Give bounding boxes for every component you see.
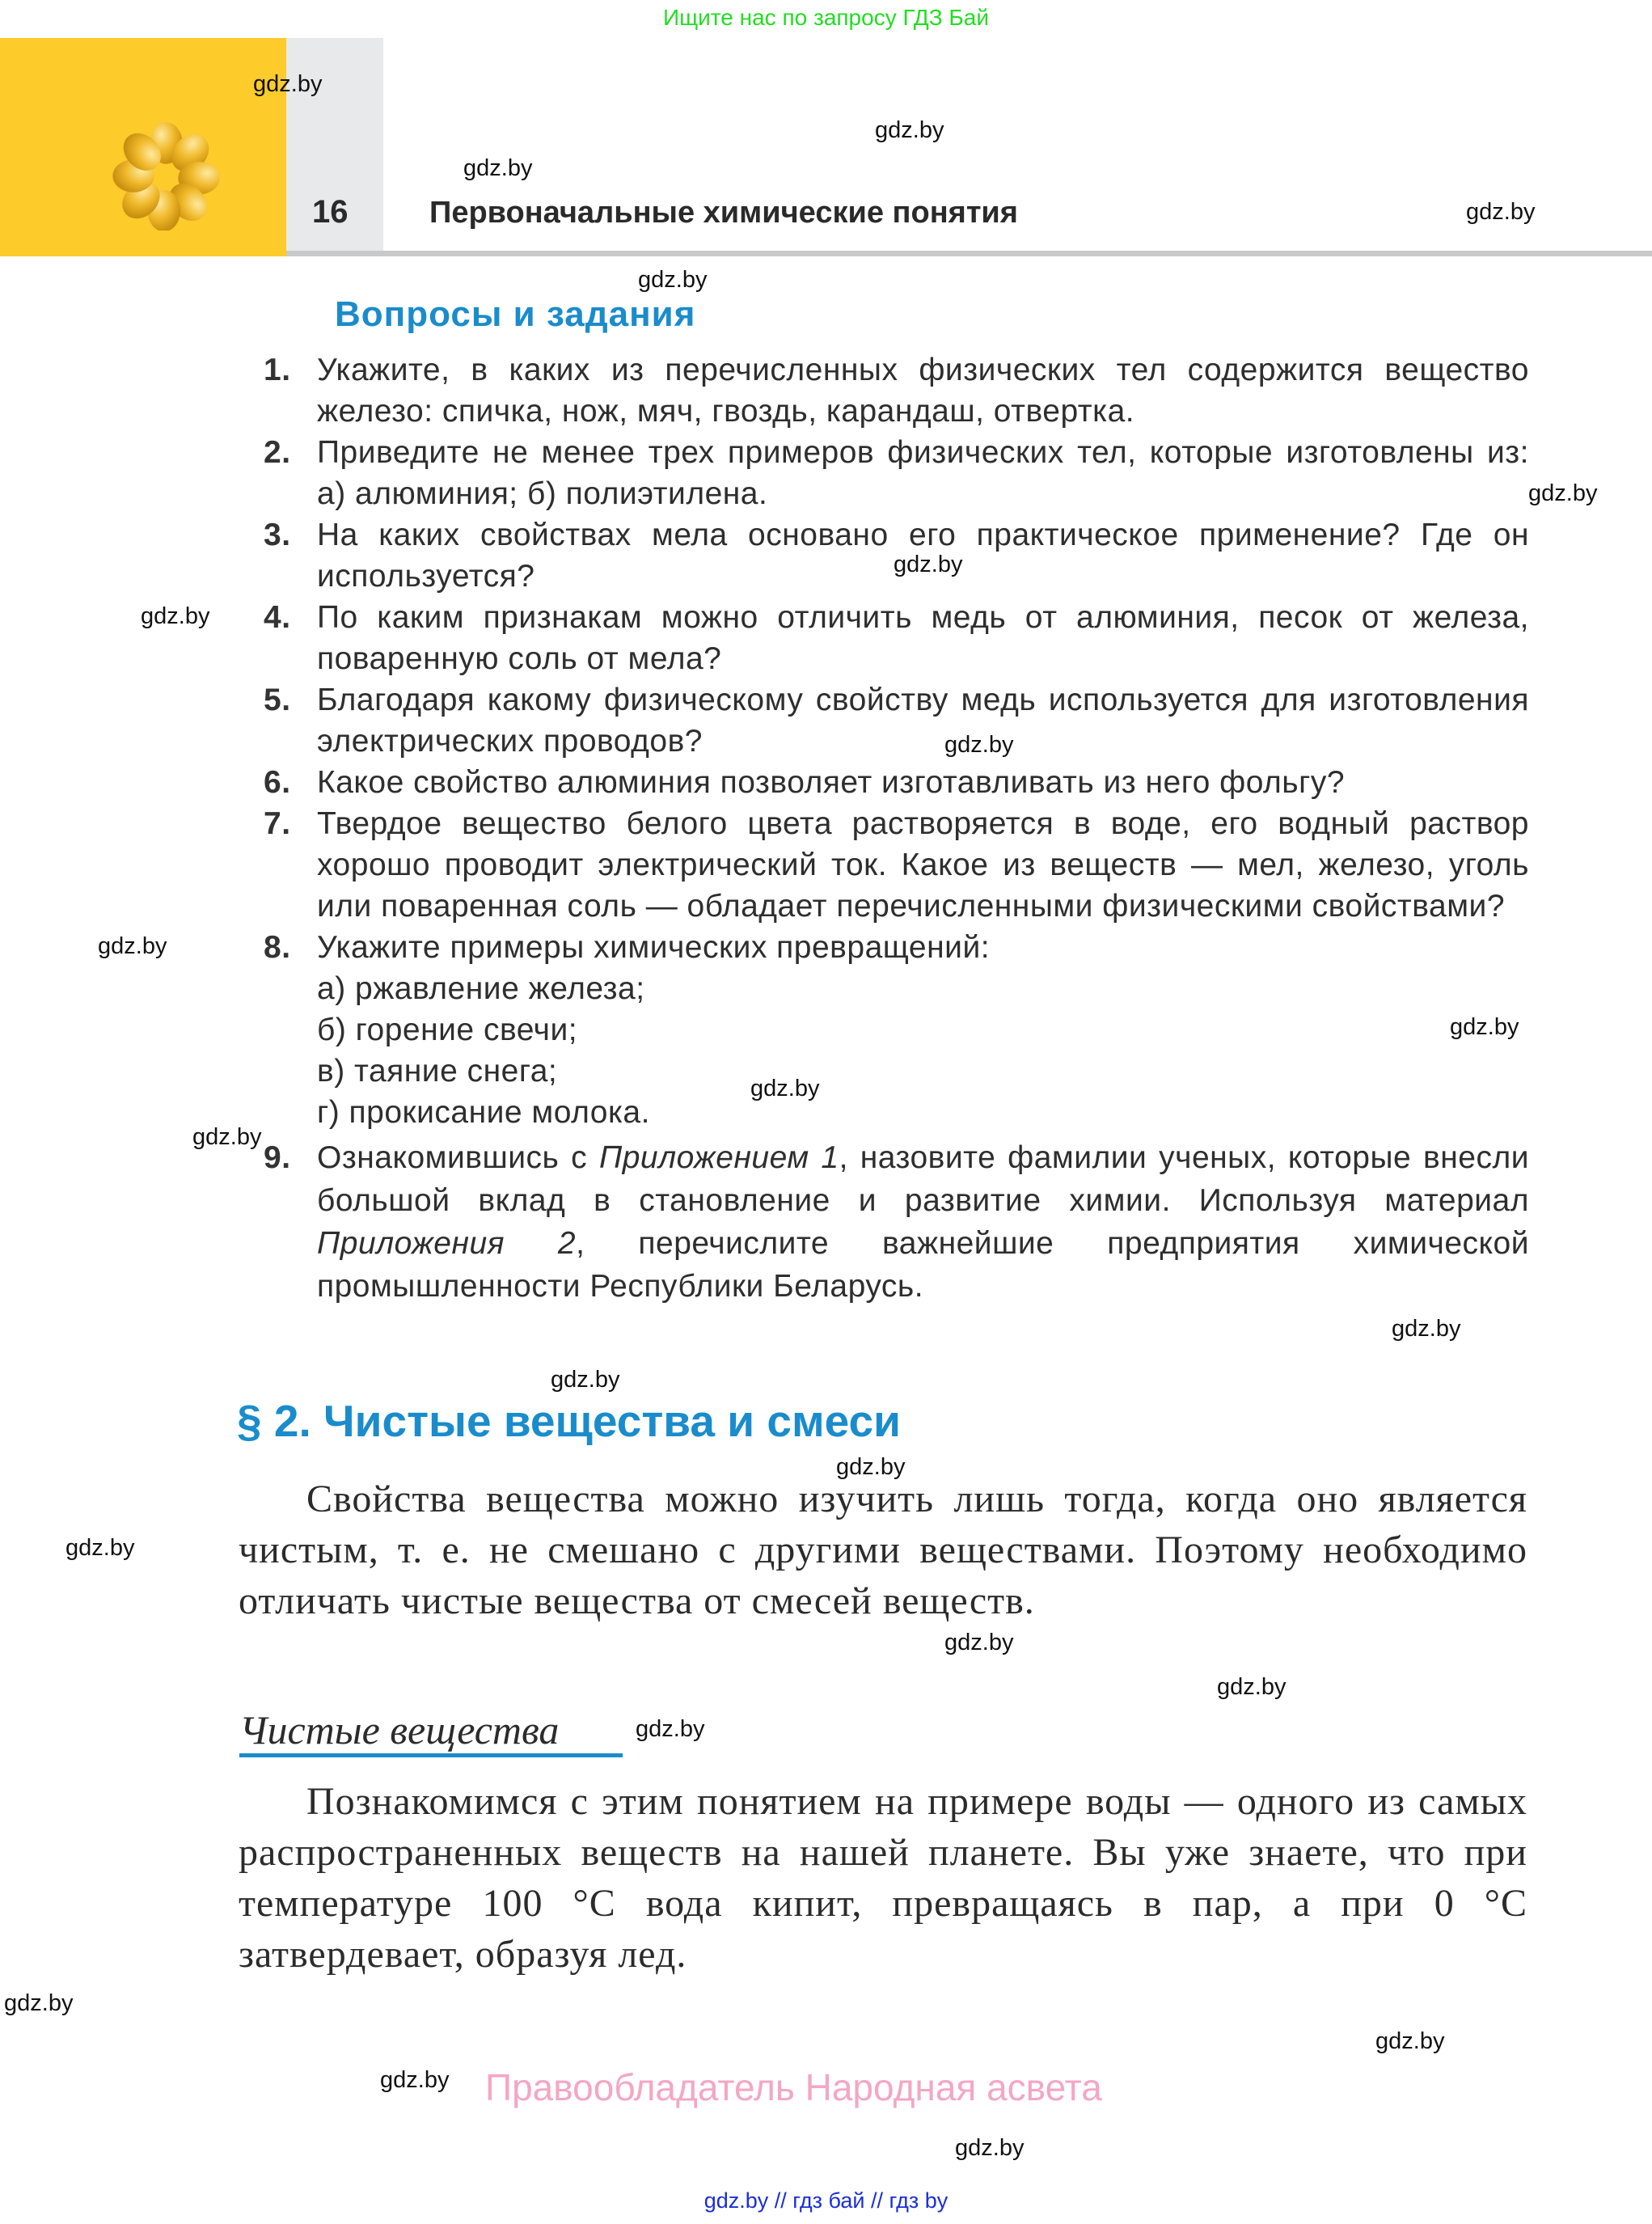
watermark: gdz.by <box>836 1454 906 1480</box>
watermark: gdz.by <box>551 1367 620 1393</box>
paragraph-body <box>239 1776 1527 1980</box>
header-divider <box>286 251 1652 256</box>
questions-list <box>264 349 1529 1308</box>
top-banner: Ищите нас по запросу ГДЗ Бай <box>662 5 990 30</box>
watermark: gdz.by <box>894 552 963 577</box>
molecule-ring-icon <box>112 121 221 230</box>
question-subitem: в) таяние снега; <box>317 1054 558 1089</box>
question-number: 9. <box>264 1140 291 1175</box>
body-text: Познакомимся с этим понятием на примере воды — одного из самых распространенных веществ на нашей планете. Вы уже знаете, что при температуре 100 °С вода кипит, превращаясь в пар, а при 0 °С затвердевает, образуя лед. <box>239 1780 1527 1976</box>
question-number: 3. <box>264 518 291 552</box>
watermark: gdz.by <box>1392 1316 1461 1342</box>
watermark: gdz.by <box>141 603 210 629</box>
question-text: На каких свойствах мела основано его практическое применение? Где он используется? <box>317 518 1529 594</box>
watermark: gdz.by <box>638 267 708 293</box>
question-number: 4. <box>264 600 291 635</box>
footer-links[interactable]: gdz.by // гдз бай // гдз by <box>703 2188 949 2213</box>
paragraph-intro <box>239 1474 1527 1626</box>
question-text: По каким признакам можно отличить медь от алюминия, песок от железа, поваренную соль от мела? <box>317 600 1529 676</box>
question-number: 8. <box>264 930 291 965</box>
question-number: 1. <box>264 353 291 387</box>
questions-heading: Вопросы и задания <box>335 294 696 334</box>
question-subitem: г) прокисание молока. <box>317 1095 650 1130</box>
question-text-part: Ознакомившись с <box>317 1140 599 1175</box>
question-text: Укажите примеры химических превращений: <box>317 930 991 965</box>
watermark: gdz.by <box>4 1990 74 2016</box>
watermark: gdz.by <box>1217 1674 1287 1700</box>
question-text-part: , назовите фамилии ученых, которые внесли большой вклад в становление и развитие химии. Используя материал <box>317 1140 1530 1218</box>
question-text: Какое свойство алюминия позволяет изготавливать из него фольгу? <box>317 765 1346 800</box>
question-subitem: а) ржавление железа; <box>317 971 645 1006</box>
watermark: gdz.by <box>944 1630 1014 1655</box>
question-subitem: б) горение свечи; <box>317 1013 578 1047</box>
page-number: 16 <box>312 194 349 230</box>
question-text: Приведите не менее трех примеров физических тел, которые изготовлены из: а) алюминия; б) полиэтилена. <box>317 435 1529 511</box>
subheading-pure-substances: Чистые вещества <box>239 1707 560 1753</box>
watermark: gdz.by <box>955 2135 1025 2161</box>
question-item <box>264 679 1529 762</box>
paragraph-title: § 2. Чистые вещества и смеси <box>237 1396 901 1446</box>
question-number: 6. <box>264 765 291 800</box>
copyright-notice: Правообладатель Народная асвета <box>485 2066 1102 2108</box>
watermark: gdz.by <box>65 1535 135 1561</box>
question-item <box>264 762 1529 803</box>
watermark: gdz.by <box>463 155 533 181</box>
watermark: gdz.by <box>253 71 323 97</box>
question-number: 5. <box>264 683 291 717</box>
watermark: gdz.by <box>1528 480 1598 506</box>
watermark: gdz.by <box>380 2067 450 2093</box>
question-item <box>264 1136 1529 1308</box>
question-item <box>264 803 1529 927</box>
watermark: gdz.by <box>1450 1014 1519 1040</box>
subheading-underline <box>239 1753 623 1757</box>
watermark: gdz.by <box>750 1076 820 1101</box>
question-item <box>264 927 1529 968</box>
question-item <box>264 597 1529 679</box>
watermark: gdz.by <box>875 117 944 143</box>
question-item <box>264 432 1529 514</box>
intro-text: Свойства вещества можно изучить лишь тогда, когда оно является чистым, т. е. не смешано с другими веществами. Поэтому необходимо отличать чистые вещества от смесей веществ. <box>239 1478 1527 1622</box>
question-text: Твердое вещество белого цвета растворяется в воде, его водный раствор хорошо проводит электрический ток. Какое из веществ — мел, железо, уголь или поваренная соль — обладает перечисленными физическими свойствами? <box>317 806 1529 924</box>
appendix-reference: Приложения 2 <box>317 1226 577 1261</box>
question-number: 2. <box>264 435 291 470</box>
appendix-reference: Приложением 1 <box>598 1140 839 1175</box>
question-item <box>264 349 1529 432</box>
watermark: gdz.by <box>98 933 167 959</box>
question-text-part: , перечислите важнейшие предприятия химической промышленности Республики Беларусь. <box>317 1226 1529 1304</box>
question-text: Благодаря какому физическому свойству медь используется для изготовления электрических проводов? <box>317 683 1529 759</box>
chapter-title: Первоначальные химические понятия <box>429 196 1018 230</box>
watermark: gdz.by <box>1375 2028 1445 2054</box>
watermark: gdz.by <box>636 1716 705 1742</box>
watermark: gdz.by <box>1466 199 1536 225</box>
question-text <box>317 1136 1529 1308</box>
question-text: Укажите, в каких из перечисленных физических тел содержится вещество железо: спичка, нож, мяч, гвоздь, карандаш, отвертка. <box>317 353 1529 429</box>
watermark: gdz.by <box>944 732 1014 758</box>
question-number: 7. <box>264 806 291 841</box>
watermark: gdz.by <box>192 1124 262 1150</box>
